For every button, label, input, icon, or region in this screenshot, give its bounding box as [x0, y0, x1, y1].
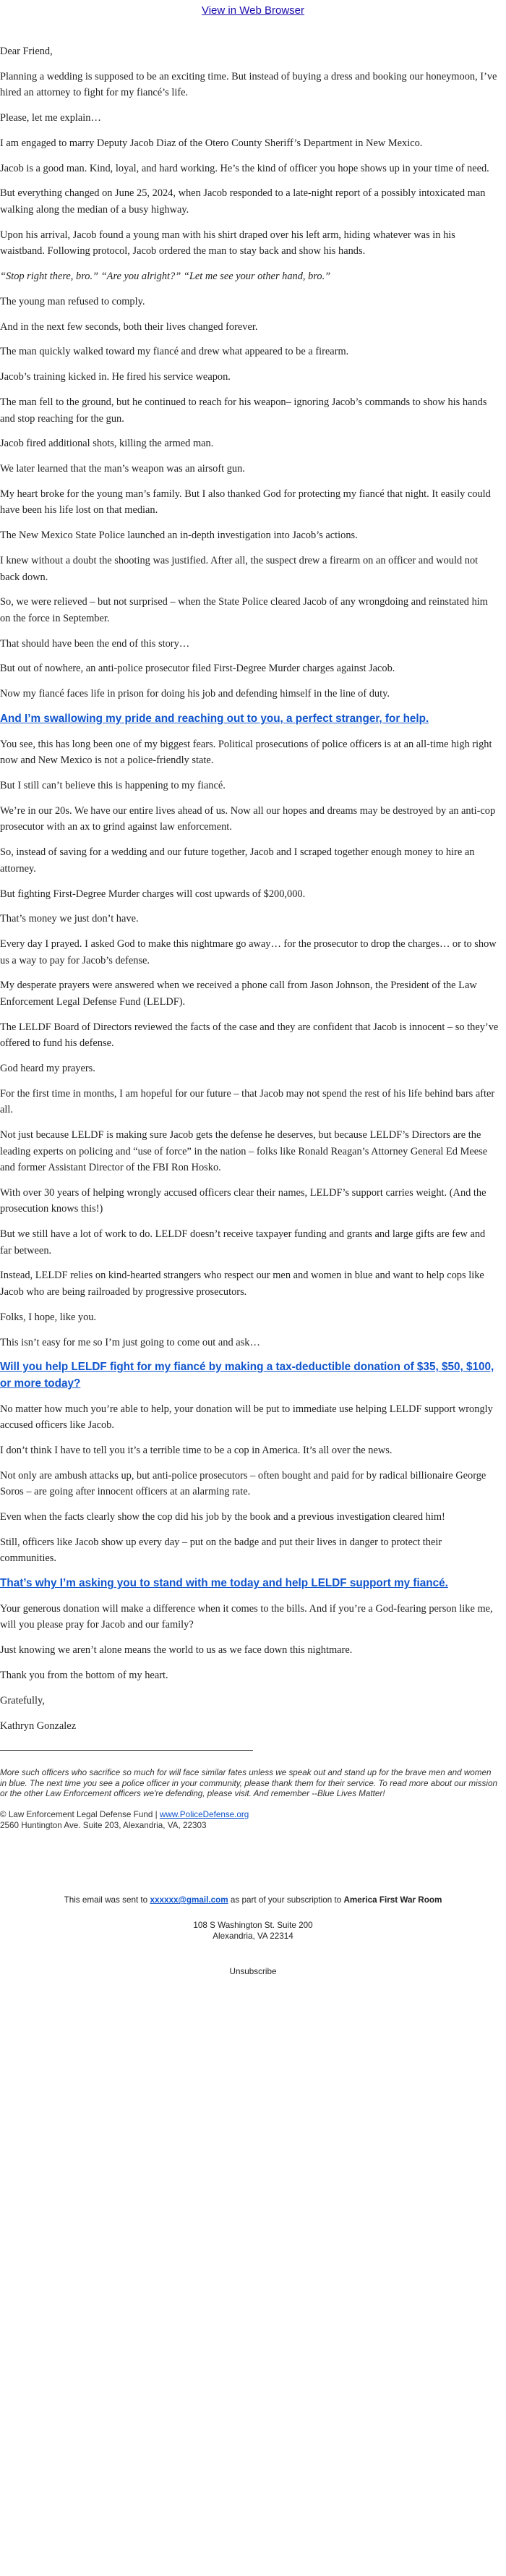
view-in-browser-link[interactable]: View in Web Browser: [201, 4, 304, 17]
paragraph: We’re in our 20s. We have our entire lives ahead of us. Now all our hopes and dreams may be destroyed by an anti-cop prosecutor with an ax to grind against law enforcement.: [0, 804, 496, 833]
cta-paragraph: [0, 1576, 499, 1592]
footer-divider: [0, 1750, 253, 1751]
sent-prefix: This email was sent to: [64, 1895, 148, 1905]
paragraph: I knew without a doubt the shooting was justified. After all, the suspect drew a firearm on an officer and would not back down.: [0, 555, 479, 583]
paragraph: No matter how much you’re able to help, your donation will be put to immediate use helping LELDF support wrongly accused officers like Jacob.: [0, 1403, 493, 1432]
paragraph: Just knowing we aren’t alone means the world to us as we face down this nightmare.: [0, 1644, 353, 1657]
paragraph: God heard my prayers.: [0, 1063, 95, 1074]
org-name: © Law Enforcement Legal Defense Fund: [0, 1810, 153, 1820]
paragraph: But we still have a lot of work to do. LELDF doesn’t receive taxpayer funding and grants and large gifts are few and far between.: [0, 1228, 486, 1257]
paragraph: Planning a wedding is supposed to be an exciting time. But instead of buying a dress and booking our honeymoon, I’ve hired an attorney to fight for my fiancé’s life.: [0, 70, 497, 99]
quote-paragraph: “Stop right there, bro.” “Are you alright?” “Let me see your other hand, bro.”: [0, 271, 331, 283]
paragraph: Folks, I hope, like you.: [0, 1311, 97, 1323]
paragraph: With over 30 years of helping wrongly accused officers clear their names, LELDF’s support carries weight. (And the prosecution knows this!): [0, 1186, 486, 1215]
letter-body: [0, 22, 499, 1734]
paragraph: But I still can’t believe this is happening to my fiancé.: [0, 780, 226, 792]
paragraph: The man quickly walked toward my fiancé and drew what appeared to be a firearm.: [0, 346, 349, 358]
signature-name: Kathryn Gonzalez: [0, 1720, 77, 1732]
help-request-link[interactable]: And I’m swallowing my pride and reaching out to you, a perfect stranger, for help.: [0, 713, 429, 726]
sign-off: Gratefully,: [0, 1694, 45, 1706]
paragraph: That should have been the end of this story…: [0, 637, 190, 650]
paragraph: The New Mexico State Police launched an in-depth investigation into Jacob’s actions.: [0, 530, 358, 542]
unsubscribe-link[interactable]: Unsubscribe: [229, 1967, 277, 1977]
website-link[interactable]: www.PoliceDefense.org: [159, 1810, 249, 1820]
paragraph: Jacob fired additional shots, killing the armed man.: [0, 438, 214, 450]
paragraph: But everything changed on June 25, 2024, when Jacob responded to a late-night report of a possibly intoxicated man walking along the median of a busy highway.: [0, 187, 486, 216]
paragraph: So, instead of saving for a wedding and our future together, Jacob and I scraped together enough money to hire an attorney.: [0, 846, 475, 875]
paragraph: The man fell to the ground, but he continued to reach for his weapon– ignoring Jacob’s commands to show his hands and stop reaching for the gun.: [0, 396, 487, 425]
sender-address-line2: Alexandria, VA 22314: [213, 1931, 293, 1942]
paragraph: Still, officers like Jacob show up every day – put on the badge and put their lives in danger to protect their communities.: [0, 1536, 442, 1565]
paragraph: And in the next few seconds, both their lives changed forever.: [0, 320, 258, 333]
paragraph: For the first time in months, I am hopeful for our future – that Jacob may not spend the rest of his life behind bars after all.: [0, 1087, 495, 1116]
paragraph: Thank you from the bottom of my heart.: [0, 1670, 168, 1682]
sent-to-line: [0, 1895, 506, 1905]
paragraph: Your generous donation will make a difference when it comes to the bills. And if you’re a God-fearing person like me, will you please pray for Jacob and our family?: [0, 1602, 493, 1631]
paragraph: Even when the facts clearly show the cop did his job by the book and a previous investigation cleared him!: [0, 1511, 445, 1523]
paragraph: Upon his arrival, Jacob found a young man with his shirt draped over his left arm, hiding whatever was in his waistband. Following protocol, Jacob ordered the man to stay back and show his hands.: [0, 229, 455, 258]
paragraph: We later learned that the man’s weapon was an airsoft gun.: [0, 463, 245, 475]
sent-middle: as part of your subscription to: [230, 1895, 342, 1905]
recipient-email-link[interactable]: xxxxxx@gmail.com: [150, 1895, 228, 1905]
paragraph: I am engaged to marry Deputy Jacob Diaz of the Otero County Sheriff’s Department in New Mexico.: [0, 137, 423, 149]
paragraph: Jacob is a good man. Kind, loyal, and hard working. He’s the kind of officer you hope shows up in your time of need.: [0, 162, 489, 174]
cta-paragraph: [0, 1359, 499, 1392]
paragraph: But out of nowhere, an anti-police prosecutor filed First-Degree Murder charges against Jacob.: [0, 663, 395, 675]
paragraph: Instead, LELDF relies on kind-hearted strangers who respect our men and women in blue and want to help cops like Jacob who are being railroaded by progressive prosecutors.: [0, 1270, 484, 1298]
cta-paragraph: [0, 711, 499, 728]
org-line: [0, 1810, 499, 1820]
greeting: Dear Friend,: [0, 46, 53, 57]
paragraph: Now my fiancé faces life in prison for doing his job and defending himself in the line of duty.: [0, 688, 390, 700]
org-separator: |: [155, 1810, 158, 1820]
footer-disclaimer: More such officers who sacrifice so much for will face similar fates unless we speak out and stand up for the brave men and women in blue. The next time you see a police officer in your community, please thank them for their service. To read more about our mission or the other Law Enforcement officers we're defending, please visit. And remember --Blue Lives Matter!: [0, 1768, 497, 1798]
paragraph: Not only are ambush attacks up, but anti-police prosecutors – often bought and paid for by radical billionaire George Soros – are going after innocent officers at an alarming rate.: [0, 1469, 486, 1498]
paragraph: I don’t think I have to tell you it’s a terrible time to be a cop in America. It’s all over the news.: [0, 1444, 393, 1456]
paragraph: So, we were relieved – but not surprised – when the State Police cleared Jacob of any wrongdoing and reinstated him on the force in September.: [0, 596, 488, 624]
unsubscribe-row: [0, 1966, 506, 1977]
paragraph: But fighting First-Degree Murder charges will cost upwards of $200,000.: [0, 888, 306, 900]
list-name: America First War Room: [343, 1895, 442, 1905]
footer: [0, 1768, 499, 1831]
paragraph: The young man refused to comply.: [0, 295, 145, 307]
org-address: 2560 Huntington Ave. Suite 203, Alexandria, VA, 22303: [0, 1820, 207, 1830]
subscription-footer: [0, 1895, 506, 1977]
paragraph: My heart broke for the young man’s family. But I also thanked God for protecting my fiancé that night. It easily could have been his life lost on that median.: [0, 488, 491, 517]
header-bar: [0, 0, 506, 22]
paragraph: Please, let me explain…: [0, 112, 101, 124]
paragraph: That’s money we just don’t have.: [0, 913, 139, 925]
donate-link[interactable]: Will you help LELDF fight for my fiancé by making a tax-deductible donation of $35, $50, $100, or more today?: [0, 1361, 494, 1390]
stand-with-me-link[interactable]: That’s why I’m asking you to stand with me today and help LELDF support my fiancé.: [0, 1577, 448, 1590]
paragraph: Not just because LELDF is making sure Jacob gets the defense he deserves, but because LELDF’s Directors are the leading experts on policing and “use of force” in the nation – folks like Ronald Reagan’s Attorney General Ed Meese and former Assistant Director of the FBI Ron Hosko.: [0, 1129, 488, 1174]
paragraph: This isn’t easy for me so I’m just going to come out and ask…: [0, 1336, 260, 1348]
paragraph: You see, this has long been one of my biggest fears. Political prosecutions of police officers is at an all-time high right now and New Mexico is not a police-friendly state.: [0, 738, 492, 767]
paragraph: Every day I prayed. I asked God to make this nightmare go away… for the prosecutor to drop the charges… or to show us a way to pay for Jacob’s defense.: [0, 938, 497, 966]
paragraph: My desperate prayers were answered when we received a phone call from Jason Johnson, the President of the Law Enforcement Legal Defense Fund (LELDF).: [0, 979, 477, 1008]
sender-address-line1: 108 S Washington St. Suite 200: [193, 1921, 313, 1931]
paragraph: Jacob’s training kicked in. He fired his service weapon.: [0, 371, 231, 383]
paragraph: The LELDF Board of Directors reviewed the facts of the case and they are confident that Jacob is innocent – so they’ve offered to fund his defense.: [0, 1021, 499, 1050]
